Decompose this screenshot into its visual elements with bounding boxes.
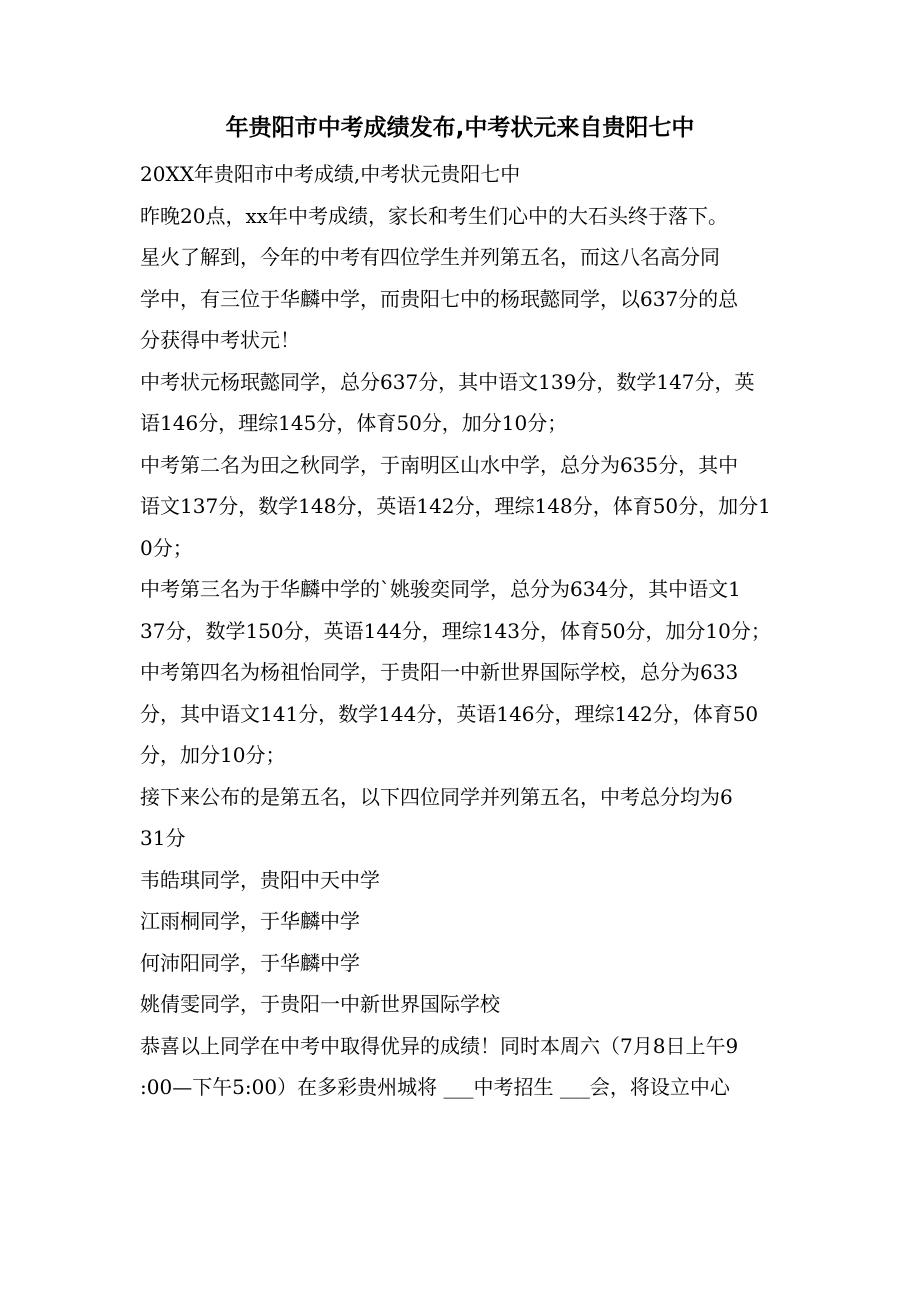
- body-line: 37分，数学150分，英语144分，理综143分，体育50分，加分10分；: [140, 618, 771, 643]
- body-line: 何沛阳同学，于华麟中学: [140, 950, 360, 975]
- body-line: 分，加分10分；: [140, 743, 286, 767]
- body-line: 31分: [140, 826, 186, 850]
- body-line: 20XX年贵阳市中考成绩,中考状元贵阳七中: [140, 162, 521, 186]
- body-line: 分，其中语文141分，数学144分，英语146分，理综142分，体育50: [140, 701, 759, 726]
- body-line: 接下来公布的是第五名，以下四位同学并列第五名，中考总分均为6: [140, 784, 733, 809]
- body-line: 中考第二名为田之秋同学，于南明区山水中学，总分为635分，其中: [140, 452, 739, 477]
- body-line: 0分；: [140, 535, 193, 560]
- body-line: 语文137分，数学148分，英语142分，理综148分，体育50分，加分1: [140, 494, 771, 518]
- document-body: [140, 154, 780, 1109]
- body-line: 星火了解到，今年的中考有四位学生并列第五名，而这八名高分同: [140, 245, 720, 269]
- body-line: 中考第三名为于华麟中学的`姚骏奕同学，总分为634分，其中语文1: [140, 577, 741, 601]
- body-line: 姚倩雯同学，于贵阳一中新世界国际学校: [140, 992, 500, 1016]
- document-title: 年贵阳市中考成绩发布,中考状元来自贵阳七中: [225, 115, 695, 141]
- body-line: 分获得中考状元！: [140, 328, 300, 352]
- body-line: 中考第四名为杨祖怡同学，于贵阳一中新世界国际学校，总分为633: [140, 660, 739, 684]
- body-line: 韦皓琪同学，贵阳中天中学: [140, 867, 380, 892]
- body-line: :00—下午5:00）在多彩贵州城将 ___中考招生 ___会，将设立中心: [140, 1075, 730, 1099]
- body-line: 恭喜以上同学在中考中取得优异的成绩！同时本周六（7月8日上午9: [140, 1033, 739, 1058]
- body-line: 中考状元杨珉懿同学，总分637分，其中语文139分，数学147分，英: [140, 369, 755, 394]
- body-line: 昨晚20点，xx年中考成绩，家长和考生们心中的大石头终于落下。: [140, 203, 729, 228]
- body-line: 江雨桐同学，于华麟中学: [140, 909, 360, 933]
- body-line: 学中，有三位于华麟中学，而贵阳七中的杨珉懿同学，以637分的总: [140, 286, 739, 311]
- body-line: 语146分，理综145分，体育50分，加分10分；: [140, 411, 568, 435]
